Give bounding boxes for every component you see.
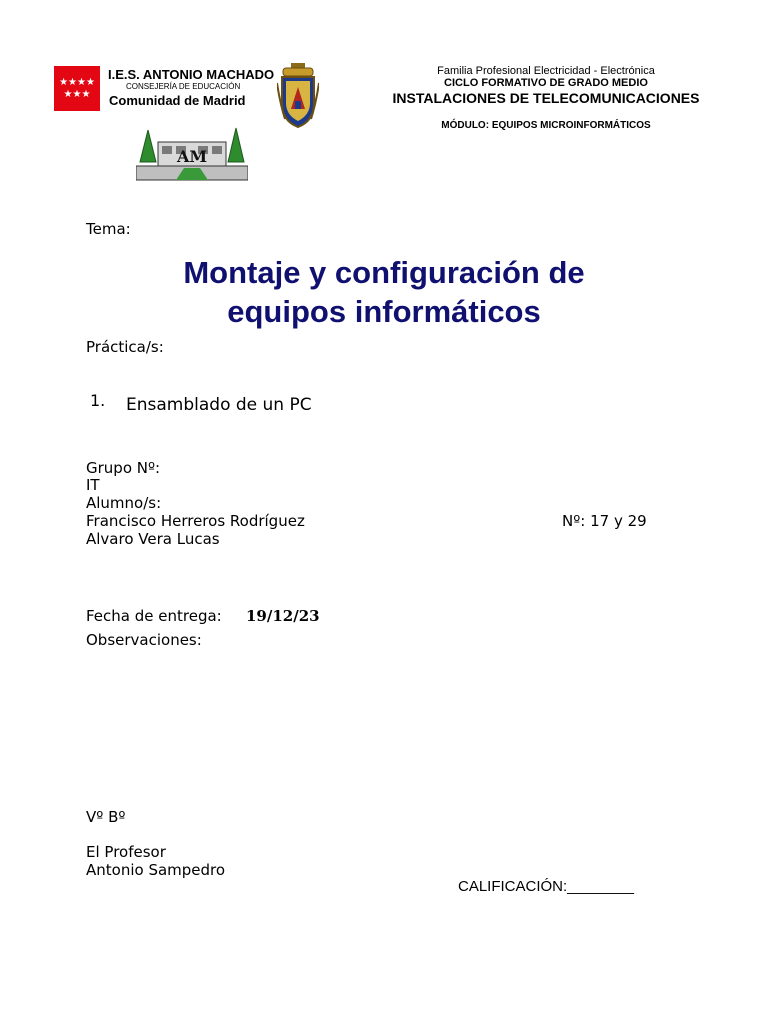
- module-name: MÓDULO: EQUIPOS MICROINFORMÁTICOS: [441, 120, 651, 131]
- grupo-label: Grupo Nº:: [86, 459, 161, 477]
- comunidad-label: Comunidad de Madrid: [109, 93, 246, 108]
- school-name: I.E.S. ANTONIO MACHADO: [108, 67, 275, 82]
- document-title: [100, 253, 668, 331]
- logo-letters: AM: [176, 147, 208, 166]
- profesor-name: Antonio Sampedro: [86, 861, 226, 879]
- practica-label: Práctica/s:: [86, 338, 164, 356]
- title-line-2: equipos informáticos: [227, 294, 541, 329]
- flag-stars-top: ★★★★: [59, 77, 95, 88]
- course-name: INSTALACIONES DE TELECOMUNICACIONES: [392, 90, 700, 106]
- fecha-value: 19/12/23: [246, 607, 320, 625]
- student-numbers: Nº: 17 y 29: [562, 512, 647, 530]
- vobo-label: Vº Bº: [86, 808, 126, 826]
- school-building-logo: [136, 122, 248, 182]
- consejeria-label: CONSEJERÍA DE EDUCACIÓN: [126, 82, 241, 91]
- familia-profesional: Familia Profesional Electricidad - Electrónica: [437, 65, 655, 77]
- calificacion-field: CALIFICACIÓN:________: [458, 878, 634, 895]
- flag-stars-bottom: ★★★: [63, 89, 91, 100]
- title-line-1: Montaje y configuración de: [183, 255, 585, 290]
- tema-label: Tema:: [86, 220, 131, 238]
- practice-number: 1.: [90, 391, 106, 410]
- fecha-label: Fecha de entrega:: [86, 607, 222, 625]
- student-name-2: Alvaro Vera Lucas: [86, 530, 220, 548]
- alumnos-label: Alumno/s:: [86, 494, 162, 512]
- grupo-value: IT: [86, 476, 100, 494]
- coat-of-arms-icon: [277, 63, 319, 129]
- profesor-label: El Profesor: [86, 843, 166, 861]
- observaciones-label: Observaciones:: [86, 631, 202, 649]
- practice-title: Ensamblado de un PC: [126, 395, 312, 415]
- madrid-flag-logo: [54, 66, 100, 111]
- ciclo-formativo: CICLO FORMATIVO DE GRADO MEDIO: [444, 77, 648, 89]
- student-name-1: Francisco Herreros Rodríguez: [86, 512, 305, 530]
